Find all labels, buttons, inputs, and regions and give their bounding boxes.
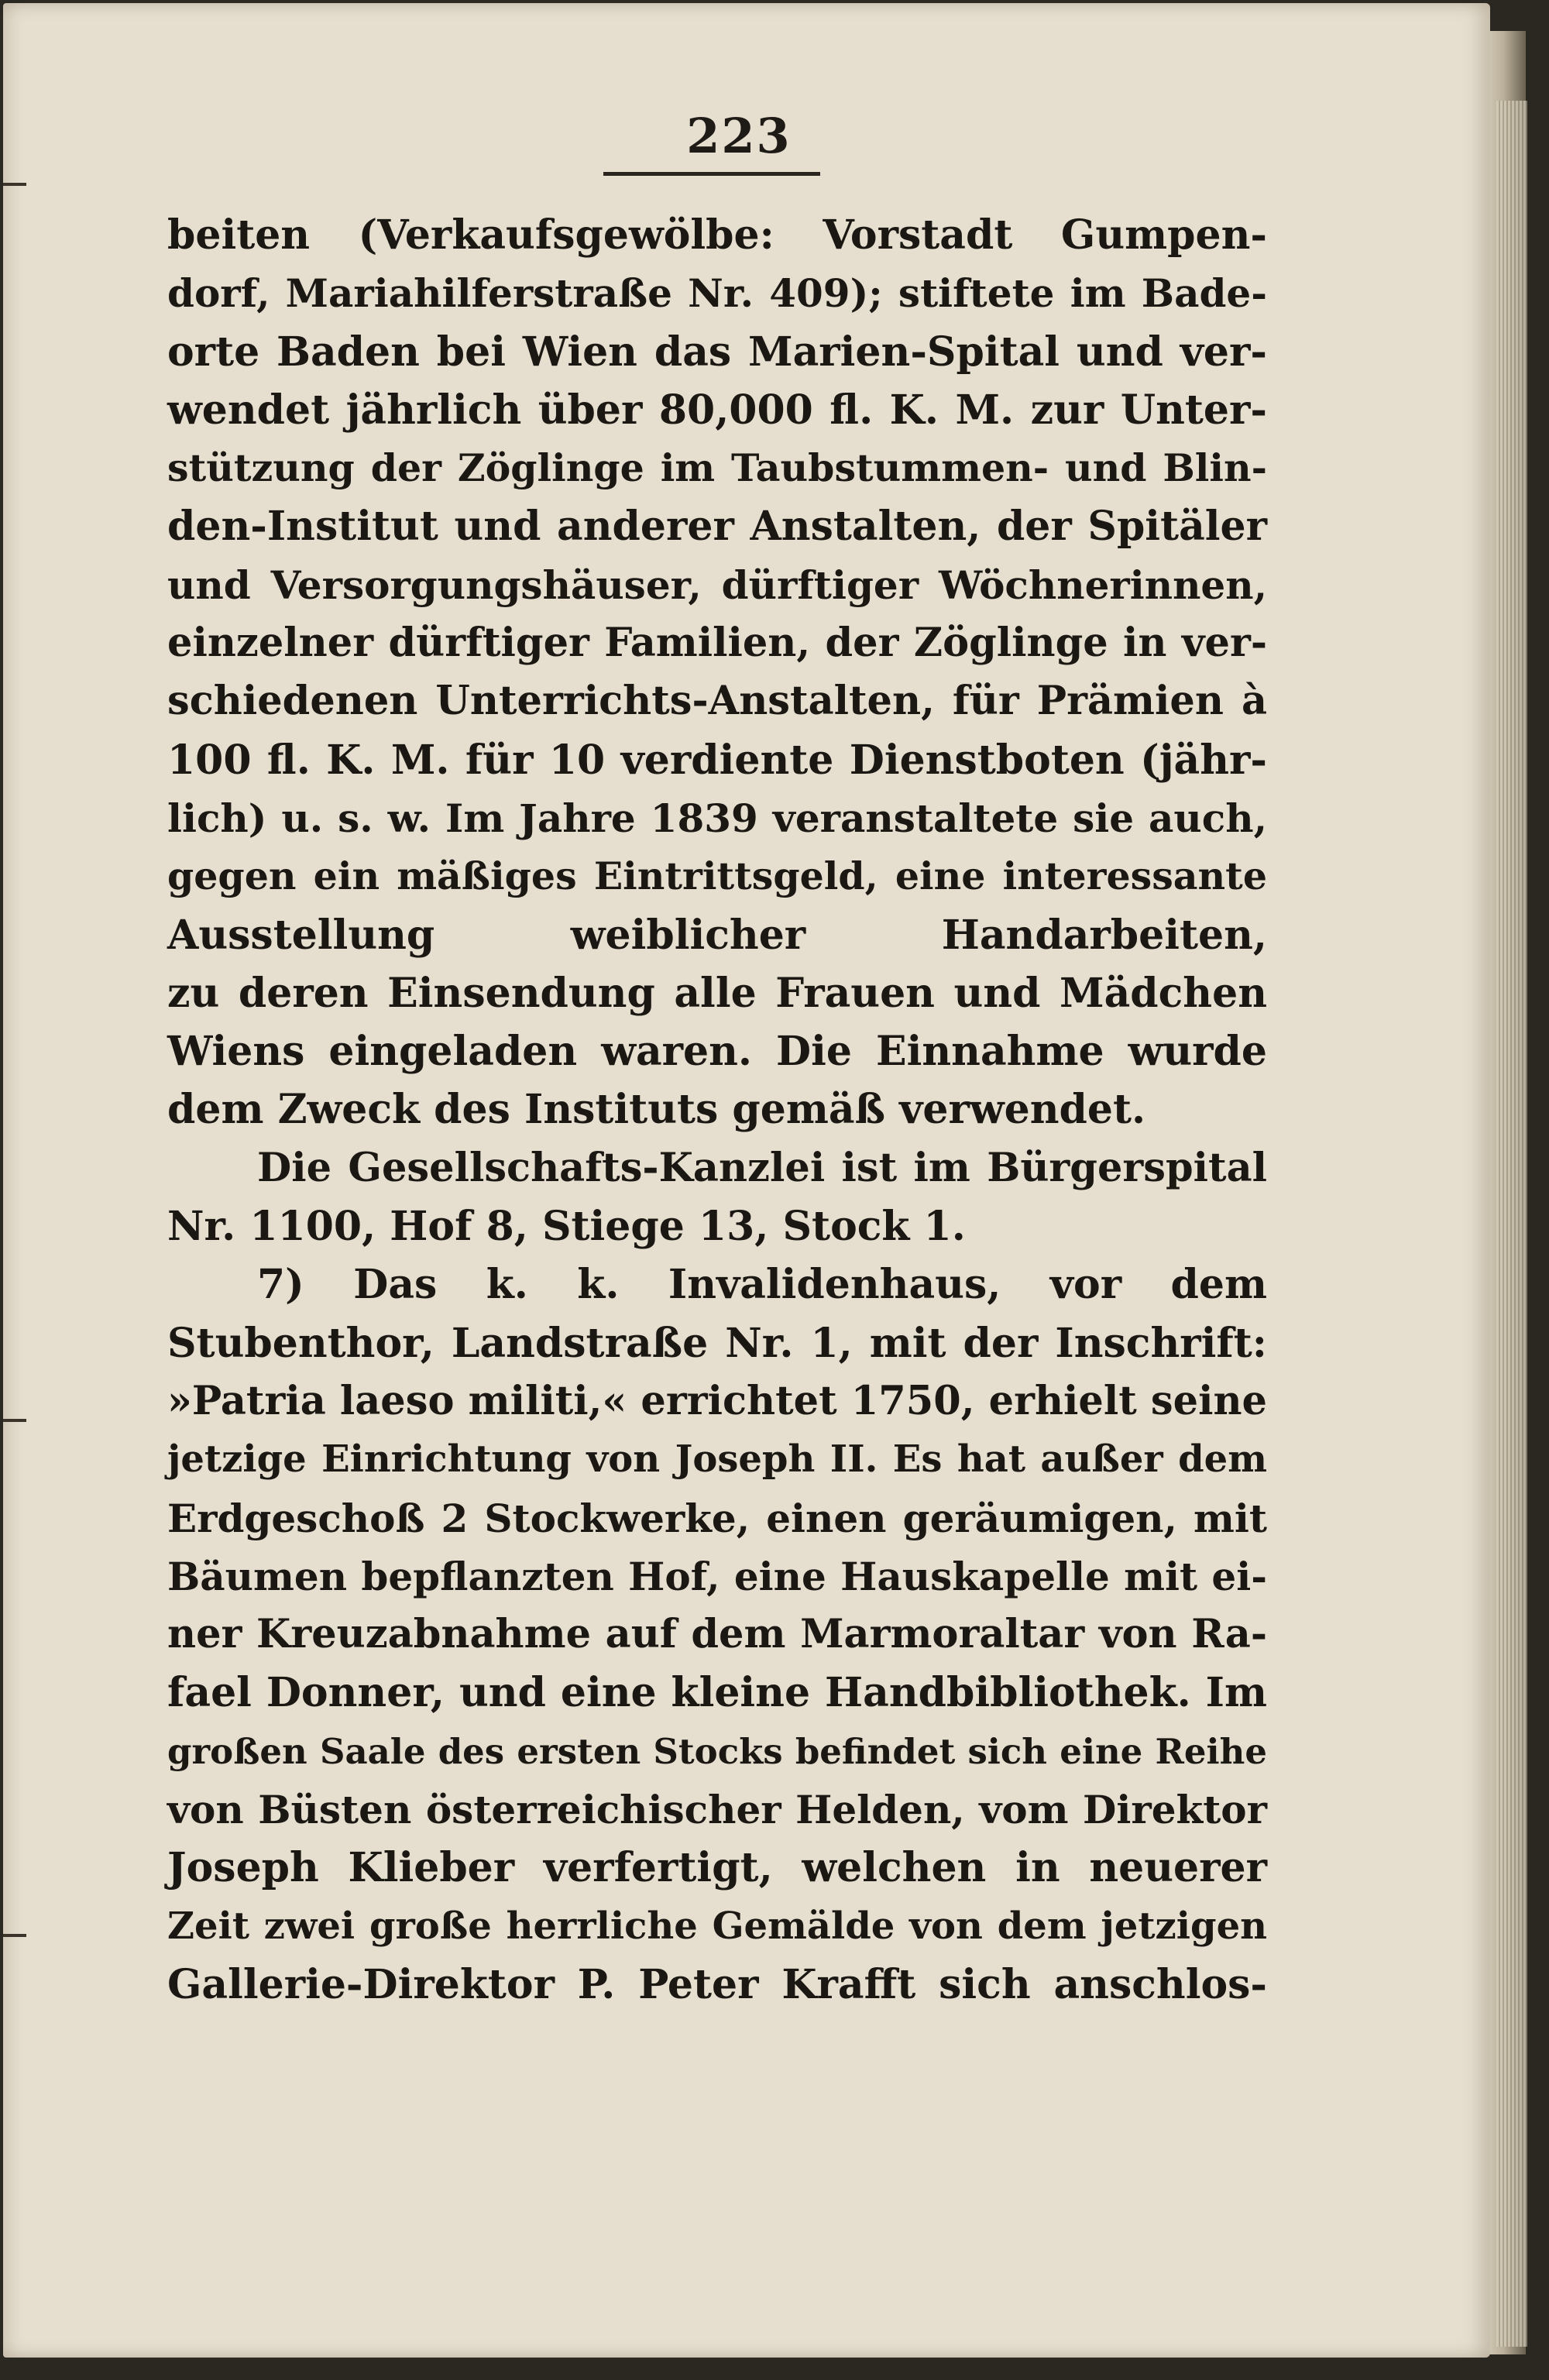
text-line: Gallerie-Direktor P. Peter Krafft sich anschlos-	[167, 1960, 1267, 2008]
text-line: 100 fl. K. M. für 10 verdiente Dienstboten (jähr-	[167, 736, 1267, 784]
body-text	[167, 206, 1267, 2014]
text-line: Zeit zwei große herrliche Gemälde von dem jetzigen	[167, 1904, 1267, 1948]
text-line: 7) Das k. k. Invalidenhaus, vor dem	[257, 1261, 1267, 1309]
text-line: Bäumen bepflanzten Hof, eine Hauskapelle mit ei-	[167, 1553, 1267, 1599]
text-line: Joseph Klieber verfertigt, welchen in neuerer	[167, 1844, 1267, 1892]
text-line: schiedenen Unterrichts-Anstalten, für Prämien à	[167, 678, 1267, 725]
text-line: dem Zweck des Instituts gemäß verwendet.	[167, 1086, 1146, 1134]
text-line: Wiens eingeladen waren. Die Einnahme wurde	[167, 1028, 1267, 1076]
text-line: Stubenthor, Landstraße Nr. 1, mit der Inschrift:	[167, 1319, 1267, 1367]
page-number: 223	[686, 108, 792, 164]
page-stack-edge	[1496, 101, 1527, 2347]
text-line: wendet jährlich über 80,000 fl. K. M. zur Unter-	[167, 386, 1267, 434]
binding-thread-mark	[3, 1934, 26, 1937]
text-line: Ausstellung weiblicher Handarbeiten,	[167, 911, 1267, 959]
text-line: einzelner dürftiger Familien, der Zöglinge in ver-	[167, 620, 1267, 667]
text-line: ner Kreuzabnahme auf dem Marmoraltar von Ra-	[167, 1611, 1267, 1658]
text-line: stützung der Zöglinge im Taubstummen- und Blin-	[167, 445, 1267, 491]
text-line: großen Saale des ersten Stocks befindet sich eine Reihe	[167, 1730, 1267, 1772]
text-line: orte Baden bei Wien das Marien-Spital und ver-	[167, 328, 1267, 376]
text-line: Die Gesellschafts-Kanzlei ist im Bürgerspital	[257, 1144, 1267, 1191]
text-line: Erdgeschoß 2 Stockwerke, einen geräumigen, mit	[167, 1495, 1267, 1541]
binding-thread-mark	[3, 183, 26, 186]
text-line: von Büsten österreichischer Helden, vom Direktor	[167, 1787, 1267, 1833]
text-line: lich) u. s. w. Im Jahre 1839 veranstaltete sie auch,	[167, 795, 1267, 841]
text-line: »Patria laeso militi,« errichtet 1750, erhielt seine	[167, 1377, 1267, 1424]
text-line: dorf, Mariahilferstraße Nr. 409); stiftete im Bade-	[167, 270, 1267, 317]
text-line: und Versorgungshäuser, dürftiger Wöchnerinnen,	[167, 562, 1267, 608]
text-line: fael Donner, und eine kleine Handbibliothek. Im	[167, 1669, 1267, 1717]
text-line: den-Institut und anderer Anstalten, der Spitäler	[167, 503, 1267, 551]
header-rule	[603, 172, 820, 176]
binding-thread-mark	[3, 1419, 26, 1422]
book-page	[3, 3, 1490, 2358]
text-line: Nr. 1100, Hof 8, Stiege 13, Stock 1.	[167, 1203, 966, 1251]
text-line: jetzige Einrichtung von Joseph II. Es hat außer dem	[167, 1437, 1267, 1482]
text-line: beiten (Verkaufsgewölbe: Vorstadt Gumpen-	[167, 211, 1267, 259]
text-line: gegen ein mäßiges Eintrittsgeld, eine interessante	[167, 853, 1267, 899]
text-line: zu deren Einsendung alle Frauen und Mädchen	[167, 969, 1267, 1017]
